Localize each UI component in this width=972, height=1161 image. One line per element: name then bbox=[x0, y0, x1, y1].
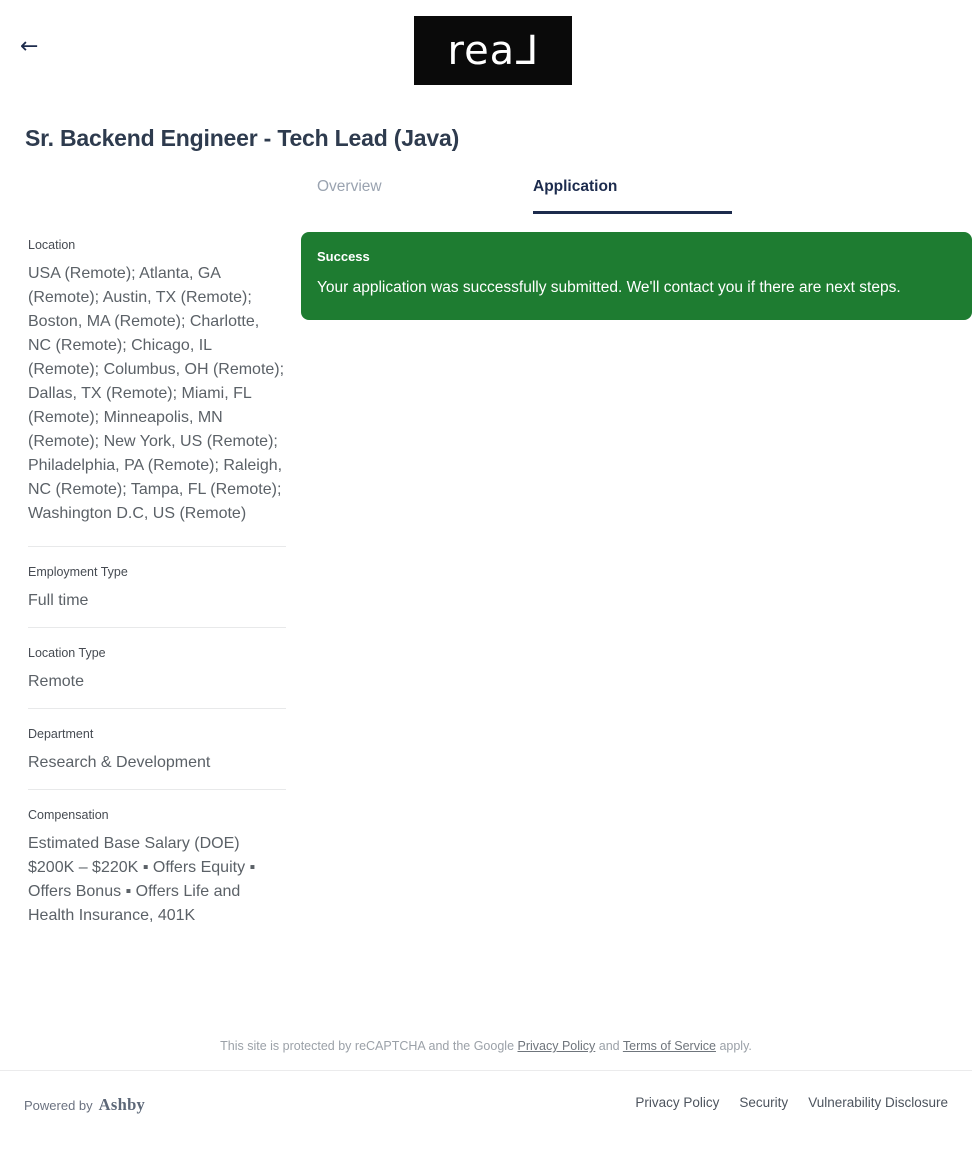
footer-links bbox=[635, 1095, 948, 1110]
back-button[interactable] bbox=[20, 36, 38, 58]
google-privacy-policy-link[interactable]: Privacy Policy bbox=[517, 1039, 596, 1053]
tab-bar bbox=[317, 177, 972, 214]
location-type-label: Location Type bbox=[28, 646, 106, 660]
sidebar-section-location-type bbox=[28, 628, 286, 709]
recaptcha-text-middle: and bbox=[595, 1039, 623, 1053]
job-details-sidebar bbox=[28, 177, 286, 942]
page-title: Sr. Backend Engineer - Tech Lead (Java) bbox=[25, 125, 460, 151]
recaptcha-text-prefix: This site is protected by reCAPTCHA and the Google bbox=[220, 1039, 518, 1053]
success-banner bbox=[301, 232, 972, 320]
location-value: USA (Remote); Atlanta, GA (Remote); Austin, TX (Remote); Boston, MA (Remote); Charlotte, NC (Remote); Chicago, IL (Remote); Columbus, OH (Remote); Dallas, TX (Remote); Miami, FL (Remote); Minneapolis, MN (Remote); New York, US (Remote); Philadelphia, PA (Remote); Raleigh, NC (Remote); Tampa, FL (Remote); Washington D.C, US (Remote) bbox=[28, 265, 285, 522]
success-banner-message: Your application was successfully submitted. We'll contact you if there are next steps. bbox=[317, 279, 901, 296]
sidebar-section-department bbox=[28, 709, 286, 790]
tab-application[interactable]: Application bbox=[533, 177, 732, 214]
location-type-value: Remote bbox=[28, 673, 85, 690]
footer-security-link[interactable]: Security bbox=[739, 1095, 789, 1110]
sidebar-section-employment-type bbox=[28, 547, 286, 628]
ashby-brand-link[interactable]: Ashby bbox=[98, 1095, 146, 1114]
powered-by-label: Powered by bbox=[24, 1098, 93, 1113]
content-layout bbox=[0, 177, 972, 942]
employment-type-label: Employment Type bbox=[28, 565, 128, 579]
footer-privacy-policy-link[interactable]: Privacy Policy bbox=[635, 1095, 720, 1110]
employment-type-value: Full time bbox=[28, 592, 89, 609]
location-label: Location bbox=[28, 238, 76, 252]
header bbox=[0, 0, 972, 85]
sidebar-section-compensation bbox=[28, 790, 286, 942]
back-arrow-icon: ← bbox=[20, 34, 39, 59]
google-terms-of-service-link[interactable]: Terms of Service bbox=[622, 1039, 716, 1053]
footer bbox=[0, 1070, 972, 1161]
compensation-value: Estimated Base Salary (DOE) $200K – $220K ▪ Offers Equity ▪ Offers Bonus ▪ Offers Life and Health Insurance, 401K bbox=[28, 835, 256, 924]
mirrored-l-glyph: L bbox=[515, 27, 539, 74]
sidebar-section-location bbox=[28, 237, 286, 547]
recaptcha-notice bbox=[0, 1038, 972, 1055]
footer-vulnerability-disclosure-link[interactable]: Vulnerability Disclosure bbox=[808, 1095, 948, 1110]
powered-by bbox=[24, 1095, 145, 1115]
department-label: Department bbox=[28, 727, 94, 741]
logo-wordmark: reaL bbox=[447, 27, 539, 74]
company-logo[interactable] bbox=[414, 16, 572, 85]
recaptcha-text-suffix: apply. bbox=[715, 1039, 752, 1053]
main-panel bbox=[301, 177, 972, 320]
department-value: Research & Development bbox=[28, 754, 211, 771]
compensation-label: Compensation bbox=[28, 808, 109, 822]
tab-overview[interactable]: Overview bbox=[317, 177, 516, 214]
success-banner-title: Success bbox=[317, 249, 370, 264]
